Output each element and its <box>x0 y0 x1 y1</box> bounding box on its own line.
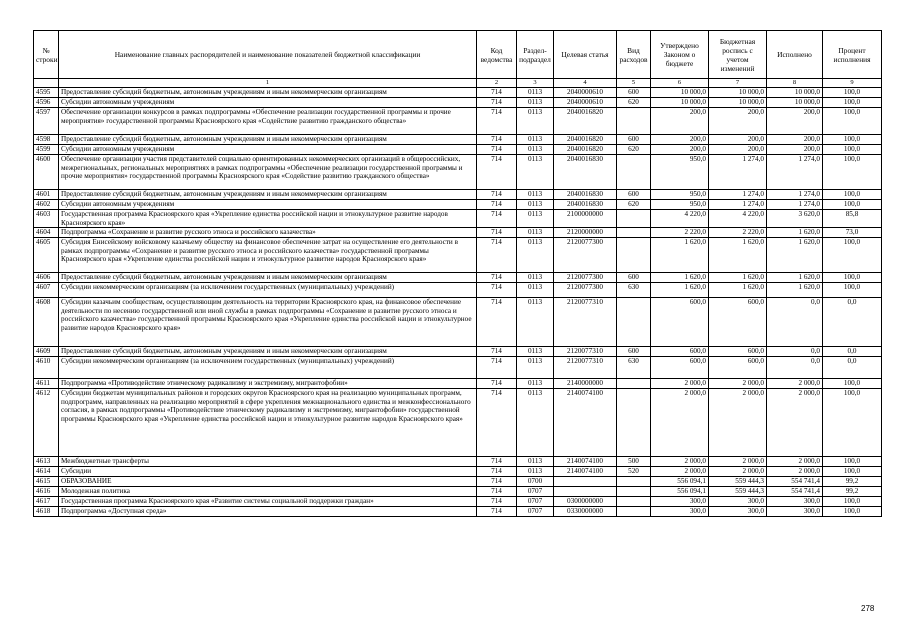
table-row <box>34 477 882 487</box>
row-approved: 1 620,0 <box>651 238 709 273</box>
row-name: Предоставление субсидий бюджетным, автономным учреждениям и иным некоммерческим организациям <box>59 190 477 200</box>
row-vid: 620 <box>617 145 651 155</box>
row-number: 4598 <box>34 135 59 145</box>
row-percent: 0,0 <box>823 357 882 379</box>
row-vid <box>617 238 651 273</box>
row-approved: 1 620,0 <box>651 283 709 298</box>
row-ved: 714 <box>477 228 517 238</box>
row-budget-list: 1 620,0 <box>709 238 767 273</box>
row-ved: 714 <box>477 389 517 457</box>
row-name: Субсидии бюджетам муниципальных районов и городских округов Красноярского края на реализацию муниципальных программ, подпрограмм, направленных на реализацию мероприятий в сфере укрепления межнационального единства и межконфессионального согласия, в рамках подпрограммы «Противодействие этническому радикализму и экстремизму, мигрантофобии» государственной программы Красноярского края «Укрепление единства российской нации и этнокультурное развитие народов Красноярского края» <box>59 389 477 457</box>
row-ved: 714 <box>477 379 517 389</box>
row-name: Предоставление субсидий бюджетным, автономным учреждениям и иным некоммерческим организациям <box>59 273 477 283</box>
table-row <box>34 135 882 145</box>
header-executed: Исполнено <box>767 31 823 79</box>
row-executed: 300,0 <box>767 497 823 507</box>
row-percent: 100,0 <box>823 389 882 457</box>
row-number: 4618 <box>34 507 59 517</box>
column-number-row <box>34 79 882 88</box>
row-razdel: 0113 <box>517 228 554 238</box>
row-target: 2120077310 <box>554 298 617 347</box>
row-ved: 714 <box>477 98 517 108</box>
row-name: Межбюджетные трансферты <box>59 457 477 467</box>
row-executed: 10 000,0 <box>767 98 823 108</box>
row-number: 4604 <box>34 228 59 238</box>
row-razdel: 0113 <box>517 238 554 273</box>
row-number: 4617 <box>34 497 59 507</box>
row-percent: 100,0 <box>823 273 882 283</box>
row-target: 2120077310 <box>554 347 617 357</box>
row-name: Подпрограмма «Сохранение и развитие русского этноса и российского казачества» <box>59 228 477 238</box>
row-vid: 600 <box>617 135 651 145</box>
row-razdel: 0707 <box>517 487 554 497</box>
row-vid: 500 <box>617 457 651 467</box>
row-vid: 630 <box>617 283 651 298</box>
row-ved: 714 <box>477 108 517 135</box>
row-ved: 714 <box>477 457 517 467</box>
row-approved: 556 094,1 <box>651 487 709 497</box>
table-row <box>34 467 882 477</box>
row-approved: 950,0 <box>651 190 709 200</box>
column-number: 2 <box>477 79 517 88</box>
page-number: 278 <box>861 604 875 613</box>
row-budget-list: 200,0 <box>709 135 767 145</box>
row-approved: 950,0 <box>651 155 709 190</box>
row-budget-list: 10 000,0 <box>709 98 767 108</box>
row-target <box>554 477 617 487</box>
header-percent: Процент исполнения <box>823 31 882 79</box>
row-razdel: 0113 <box>517 155 554 190</box>
row-razdel: 0113 <box>517 135 554 145</box>
row-budget-list: 4 220,0 <box>709 210 767 228</box>
row-approved: 2 000,0 <box>651 389 709 457</box>
row-percent: 100,0 <box>823 379 882 389</box>
row-name: Субсидии автономным учреждениям <box>59 98 477 108</box>
row-name: ОБРАЗОВАНИЕ <box>59 477 477 487</box>
table-row <box>34 145 882 155</box>
row-razdel: 0113 <box>517 145 554 155</box>
row-approved: 600,0 <box>651 298 709 347</box>
column-number: 7 <box>709 79 767 88</box>
table-row <box>34 88 882 98</box>
table-row <box>34 357 882 379</box>
row-percent: 99,2 <box>823 487 882 497</box>
column-number: 3 <box>517 79 554 88</box>
row-budget-list: 300,0 <box>709 507 767 517</box>
header-approved: Утверждено Законом о бюджете <box>651 31 709 79</box>
table-row <box>34 190 882 200</box>
row-budget-list: 2 220,0 <box>709 228 767 238</box>
row-name: Подпрограмма «Противодействие этническому радикализму и экстремизму, мигрантофобии» <box>59 379 477 389</box>
row-ved: 714 <box>477 283 517 298</box>
row-approved: 2 000,0 <box>651 457 709 467</box>
row-target: 2040016820 <box>554 145 617 155</box>
row-number: 4608 <box>34 298 59 347</box>
table-row <box>34 238 882 273</box>
header-ved: Код ведомства <box>477 31 517 79</box>
row-executed: 1 274,0 <box>767 190 823 200</box>
column-number: 4 <box>554 79 617 88</box>
budget-table <box>33 30 882 517</box>
row-number: 4613 <box>34 457 59 467</box>
row-name: Обеспечение организации участия представителей социально ориентированных некоммерческих организаций в общероссийских, межрегиональных, региональных мероприятиях в рамках подпрограммы «Обеспечение реализации государственной программы и прочие мероприятия» государственной программы Красноярского края «Содействие развитию гражданского общества» <box>59 155 477 190</box>
row-number: 4615 <box>34 477 59 487</box>
column-number: 1 <box>59 79 477 88</box>
row-name: Субсидии некоммерческим организациям (за исключением государственных (муниципальных) учреждений) <box>59 357 477 379</box>
row-budget-list: 1 274,0 <box>709 190 767 200</box>
row-budget-list: 200,0 <box>709 108 767 135</box>
row-approved: 600,0 <box>651 347 709 357</box>
row-target: 2040016830 <box>554 200 617 210</box>
row-vid: 630 <box>617 357 651 379</box>
row-razdel: 0113 <box>517 389 554 457</box>
table-row <box>34 389 882 457</box>
row-vid <box>617 487 651 497</box>
row-percent: 100,0 <box>823 200 882 210</box>
row-ved: 714 <box>477 200 517 210</box>
row-executed: 0,0 <box>767 298 823 347</box>
row-approved: 2 000,0 <box>651 467 709 477</box>
row-executed: 300,0 <box>767 507 823 517</box>
row-percent: 100,0 <box>823 457 882 467</box>
row-ved: 714 <box>477 190 517 200</box>
row-target <box>554 487 617 497</box>
row-name: Государственная программа Красноярского края «Развитие системы социальной поддержки граждан» <box>59 497 477 507</box>
row-budget-list: 600,0 <box>709 357 767 379</box>
row-target: 2040016830 <box>554 155 617 190</box>
row-percent: 100,0 <box>823 98 882 108</box>
row-executed: 200,0 <box>767 108 823 135</box>
row-approved: 2 000,0 <box>651 379 709 389</box>
row-ved: 714 <box>477 467 517 477</box>
row-ved: 714 <box>477 477 517 487</box>
row-number: 4605 <box>34 238 59 273</box>
header-row-no: № строки <box>34 31 59 79</box>
row-target: 2040000610 <box>554 88 617 98</box>
table-row <box>34 228 882 238</box>
row-number: 4610 <box>34 357 59 379</box>
row-executed: 0,0 <box>767 347 823 357</box>
row-percent: 100,0 <box>823 283 882 298</box>
row-number: 4612 <box>34 389 59 457</box>
row-name: Субсидии автономным учреждениям <box>59 200 477 210</box>
row-razdel: 0113 <box>517 283 554 298</box>
row-approved: 1 620,0 <box>651 273 709 283</box>
table-row <box>34 379 882 389</box>
row-name: Обеспечение организации конкурсов в рамках подпрограммы «Обеспечение реализации государственной программы и прочие мероприятия» государственной программы Красноярского края «Содействие развитию гражданского общества» <box>59 108 477 135</box>
row-vid: 600 <box>617 347 651 357</box>
row-number: 4611 <box>34 379 59 389</box>
row-vid <box>617 507 651 517</box>
row-target: 2120000000 <box>554 228 617 238</box>
row-budget-list: 559 444,3 <box>709 477 767 487</box>
row-number: 4599 <box>34 145 59 155</box>
row-executed: 10 000,0 <box>767 88 823 98</box>
row-number: 4595 <box>34 88 59 98</box>
row-budget-list: 1 620,0 <box>709 273 767 283</box>
row-approved: 4 220,0 <box>651 210 709 228</box>
row-approved: 200,0 <box>651 145 709 155</box>
table-row <box>34 487 882 497</box>
row-budget-list: 600,0 <box>709 347 767 357</box>
table-row <box>34 273 882 283</box>
row-vid <box>617 155 651 190</box>
row-razdel: 0707 <box>517 507 554 517</box>
row-approved: 2 220,0 <box>651 228 709 238</box>
row-number: 4603 <box>34 210 59 228</box>
row-percent: 100,0 <box>823 145 882 155</box>
table-row <box>34 210 882 228</box>
row-ved: 714 <box>477 88 517 98</box>
row-percent: 73,0 <box>823 228 882 238</box>
row-approved: 200,0 <box>651 135 709 145</box>
row-budget-list: 2 000,0 <box>709 467 767 477</box>
column-number: 8 <box>767 79 823 88</box>
row-number: 4607 <box>34 283 59 298</box>
row-vid: 520 <box>617 467 651 477</box>
row-budget-list: 200,0 <box>709 145 767 155</box>
row-percent: 100,0 <box>823 497 882 507</box>
row-target: 0330000000 <box>554 507 617 517</box>
row-executed: 3 620,0 <box>767 210 823 228</box>
row-target: 2040016820 <box>554 135 617 145</box>
table-row <box>34 347 882 357</box>
row-ved: 714 <box>477 487 517 497</box>
row-razdel: 0707 <box>517 497 554 507</box>
row-budget-list: 1 274,0 <box>709 155 767 190</box>
column-number <box>34 79 59 88</box>
row-name: Субсидии автономным учреждениям <box>59 145 477 155</box>
row-vid <box>617 210 651 228</box>
row-razdel: 0113 <box>517 379 554 389</box>
row-number: 4606 <box>34 273 59 283</box>
row-razdel: 0113 <box>517 457 554 467</box>
row-name: Молодежная политика <box>59 487 477 497</box>
row-name: Субсидии некоммерческим организациям (за исключением государственных (муниципальных) учреждений) <box>59 283 477 298</box>
row-number: 4609 <box>34 347 59 357</box>
table-row <box>34 155 882 190</box>
row-name: Государственная программа Красноярского края «Укрепление единства российской нации и этнокультурное развитие народов Красноярского края» <box>59 210 477 228</box>
table-row <box>34 283 882 298</box>
row-budget-list: 2 000,0 <box>709 457 767 467</box>
row-vid <box>617 228 651 238</box>
table-row <box>34 457 882 467</box>
row-name: Подпрограмма «Доступная среда» <box>59 507 477 517</box>
row-name: Предоставление субсидий бюджетным, автономным учреждениям и иным некоммерческим организациям <box>59 135 477 145</box>
row-executed: 1 620,0 <box>767 273 823 283</box>
row-approved: 300,0 <box>651 507 709 517</box>
row-vid: 600 <box>617 190 651 200</box>
row-name: Предоставление субсидий бюджетным, автономным учреждениям и иным некоммерческим организациям <box>59 88 477 98</box>
row-executed: 1 274,0 <box>767 155 823 190</box>
row-razdel: 0113 <box>517 357 554 379</box>
table-body <box>34 88 882 517</box>
row-ved: 714 <box>477 497 517 507</box>
row-executed: 1 620,0 <box>767 228 823 238</box>
row-percent: 0,0 <box>823 347 882 357</box>
row-executed: 554 741,4 <box>767 487 823 497</box>
header-vid: Вид расходов <box>617 31 651 79</box>
row-ved: 714 <box>477 507 517 517</box>
row-executed: 2 000,0 <box>767 389 823 457</box>
row-razdel: 0113 <box>517 108 554 135</box>
table-row <box>34 298 882 347</box>
table-row <box>34 497 882 507</box>
table-row <box>34 108 882 135</box>
row-target: 2140074100 <box>554 389 617 457</box>
row-budget-list: 559 444,3 <box>709 487 767 497</box>
row-approved: 10 000,0 <box>651 88 709 98</box>
row-percent: 100,0 <box>823 507 882 517</box>
row-ved: 714 <box>477 347 517 357</box>
row-percent: 100,0 <box>823 467 882 477</box>
row-razdel: 0113 <box>517 467 554 477</box>
row-vid <box>617 108 651 135</box>
row-budget-list: 300,0 <box>709 497 767 507</box>
row-budget-list: 600,0 <box>709 298 767 347</box>
row-razdel: 0113 <box>517 190 554 200</box>
row-budget-list: 1 274,0 <box>709 200 767 210</box>
row-name: Субсидии <box>59 467 477 477</box>
row-ved: 714 <box>477 135 517 145</box>
row-vid <box>617 379 651 389</box>
row-razdel: 0113 <box>517 298 554 347</box>
row-percent: 100,0 <box>823 135 882 145</box>
row-ved: 714 <box>477 238 517 273</box>
row-executed: 1 274,0 <box>767 200 823 210</box>
header-row <box>34 31 882 79</box>
row-executed: 200,0 <box>767 135 823 145</box>
row-budget-list: 2 000,0 <box>709 389 767 457</box>
table-row <box>34 200 882 210</box>
row-number: 4596 <box>34 98 59 108</box>
row-number: 4600 <box>34 155 59 190</box>
table-row <box>34 507 882 517</box>
row-razdel: 0113 <box>517 200 554 210</box>
row-ved: 714 <box>477 298 517 347</box>
column-number: 5 <box>617 79 651 88</box>
row-ved: 714 <box>477 357 517 379</box>
row-name: Субсидия Енисейскому войсковому казачьему обществу на финансовое обеспечение затрат на осуществление его деятельности в рамках подпрограммы «Сохранение и развитие русского этноса и российского казачества» государственной программы Красноярского края «Укрепление единства российской нации и этнокультурное развитие народов Красноярского края» <box>59 238 477 273</box>
row-executed: 200,0 <box>767 145 823 155</box>
row-executed: 1 620,0 <box>767 283 823 298</box>
row-vid: 620 <box>617 200 651 210</box>
table-row <box>34 98 882 108</box>
row-percent: 100,0 <box>823 190 882 200</box>
row-vid <box>617 389 651 457</box>
row-target: 2040000610 <box>554 98 617 108</box>
row-percent: 99,2 <box>823 477 882 487</box>
row-target: 2040016830 <box>554 190 617 200</box>
row-approved: 600,0 <box>651 357 709 379</box>
row-vid: 620 <box>617 98 651 108</box>
row-target: 2140074100 <box>554 467 617 477</box>
row-percent: 85,8 <box>823 210 882 228</box>
row-vid <box>617 497 651 507</box>
row-percent: 100,0 <box>823 155 882 190</box>
row-name: Предоставление субсидий бюджетным, автономным учреждениям и иным некоммерческим организациям <box>59 347 477 357</box>
row-razdel: 0700 <box>517 477 554 487</box>
header-razdel: Раздел-подраздел <box>517 31 554 79</box>
row-vid: 600 <box>617 88 651 98</box>
header-budget-list: Бюджетная роспись с учетом изменений <box>709 31 767 79</box>
column-number: 6 <box>651 79 709 88</box>
row-percent: 0,0 <box>823 298 882 347</box>
row-budget-list: 1 620,0 <box>709 283 767 298</box>
row-vid <box>617 477 651 487</box>
row-number: 4614 <box>34 467 59 477</box>
row-target: 2140000000 <box>554 379 617 389</box>
row-name: Субсидии казачьим сообществам, осуществляющим деятельность на территории Красноярского края, на финансовое обеспечение деятельности по несению государственной или иной службы в рамках подпрограммы «Сохранение и развитие русского этноса и российского казачества» государственной программы Красноярского края «Укрепление единства российской нации и этнокультурное развитие народов Красноярского края» <box>59 298 477 347</box>
row-budget-list: 10 000,0 <box>709 88 767 98</box>
budget-report <box>33 30 881 517</box>
row-approved: 556 094,1 <box>651 477 709 487</box>
column-number: 9 <box>823 79 882 88</box>
row-vid <box>617 298 651 347</box>
row-number: 4616 <box>34 487 59 497</box>
row-ved: 714 <box>477 210 517 228</box>
row-ved: 714 <box>477 155 517 190</box>
row-executed: 2 000,0 <box>767 379 823 389</box>
row-vid: 600 <box>617 273 651 283</box>
row-target: 2120077300 <box>554 273 617 283</box>
row-target: 2120077310 <box>554 357 617 379</box>
row-executed: 554 741,4 <box>767 477 823 487</box>
row-percent: 100,0 <box>823 238 882 273</box>
row-razdel: 0113 <box>517 88 554 98</box>
row-executed: 1 620,0 <box>767 238 823 273</box>
row-approved: 200,0 <box>651 108 709 135</box>
row-executed: 2 000,0 <box>767 467 823 477</box>
row-percent: 100,0 <box>823 108 882 135</box>
row-target: 0300000000 <box>554 497 617 507</box>
row-approved: 300,0 <box>651 497 709 507</box>
row-ved: 714 <box>477 145 517 155</box>
row-budget-list: 2 000,0 <box>709 379 767 389</box>
row-ved: 714 <box>477 273 517 283</box>
header-target: Целевая статья <box>554 31 617 79</box>
row-target: 2140074100 <box>554 457 617 467</box>
row-target: 2120077300 <box>554 283 617 298</box>
row-target: 2100000000 <box>554 210 617 228</box>
row-number: 4597 <box>34 108 59 135</box>
row-executed: 2 000,0 <box>767 457 823 467</box>
row-razdel: 0113 <box>517 210 554 228</box>
row-target: 2120077300 <box>554 238 617 273</box>
row-target: 2040016820 <box>554 108 617 135</box>
row-percent: 100,0 <box>823 88 882 98</box>
row-number: 4602 <box>34 200 59 210</box>
row-approved: 950,0 <box>651 200 709 210</box>
row-razdel: 0113 <box>517 347 554 357</box>
row-razdel: 0113 <box>517 98 554 108</box>
row-razdel: 0113 <box>517 273 554 283</box>
header-name: Наименование главных распорядителей и наименование показателей бюджетной классификации <box>59 31 477 79</box>
row-executed: 0,0 <box>767 357 823 379</box>
row-number: 4601 <box>34 190 59 200</box>
row-approved: 10 000,0 <box>651 98 709 108</box>
